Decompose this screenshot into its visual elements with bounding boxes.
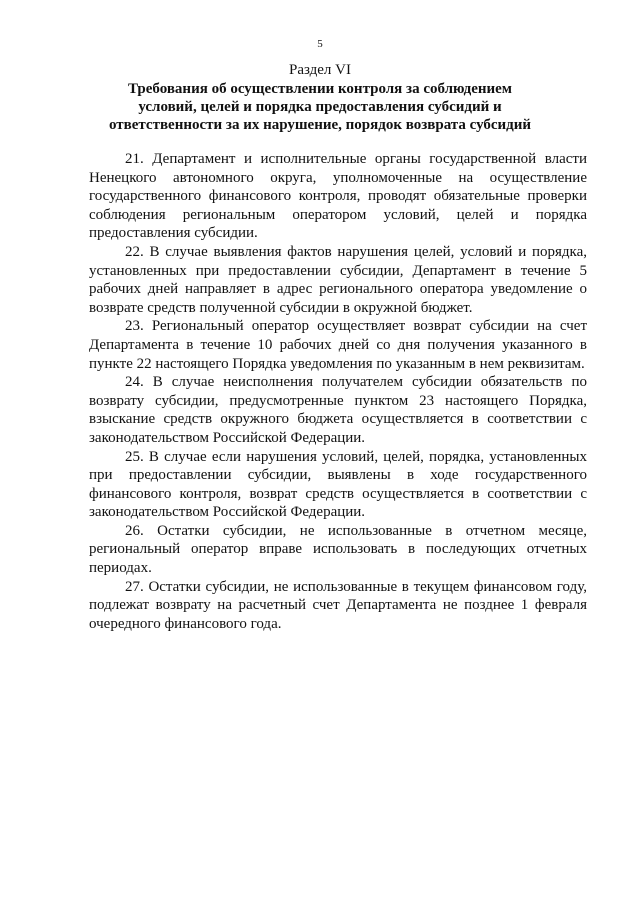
page-number: 5 <box>317 38 323 50</box>
paragraph-27: 27. Остатки субсидии, не использованные в текущем финансовом году, подлежат возврату на расчетный счет Департамента не позднее 1 февраля очередного финансового года. <box>89 578 587 632</box>
section-heading <box>100 80 540 134</box>
paragraph-26: 26. Остатки субсидии, не использованные в отчетном месяце, региональный оператор вправе использовать в последующих отчетных периодах. <box>89 522 587 577</box>
paragraph-24: 24. В случае неисполнения получателем субсидии обязательств по возврату субсидии, предусмотренные пунктом 23 настоящего Порядка, взыскание средств окружного бюджета осуществляется в соответствии с законодательством Российской Федерации. <box>89 374 587 446</box>
paragraph-22: 22. В случае выявления фактов нарушения целей, условий и порядка, установленных при предоставлении субсидии, Департамент в течение 5 рабочих дней направляет в адрес регионального оператора уведомление о возврате средств полученной субсидии в окружной бюджет. <box>89 243 587 316</box>
document-body <box>89 150 587 633</box>
paragraph-23: 23. Региональный оператор осуществляет возврат субсидии на счет Департамента в течение 10 рабочих дней со дня получения указанного в пункте 22 настоящего Порядка уведомления по указанным в нем реквизитам. <box>89 318 587 372</box>
paragraph-21: 21. Департамент и исполнительные органы государственной власти Ненецкого автономного округа, уполномоченные на осуществление государственного финансового контроля, проводят обязательные проверки соблюдения региональным оператором условий, целей и порядка предоставления субсидии. <box>89 151 587 242</box>
section-label: Раздел VI <box>288 62 351 78</box>
section-heading-line: ответственности за их нарушение, порядок возврата субсидий <box>108 117 532 133</box>
paragraph-25: 25. В случае если нарушения условий, целей, порядка, установленных при предоставлении субсидии, выявлены в ходе государственного финансового контроля, возврат средств осуществляется в соответствии с законодательством Российской Федерации. <box>89 448 587 521</box>
section-heading-line: Требования об осуществлении контроля за соблюдением <box>127 81 513 97</box>
section-heading-line: условий, целей и порядка предоставления субсидий и <box>138 99 502 115</box>
